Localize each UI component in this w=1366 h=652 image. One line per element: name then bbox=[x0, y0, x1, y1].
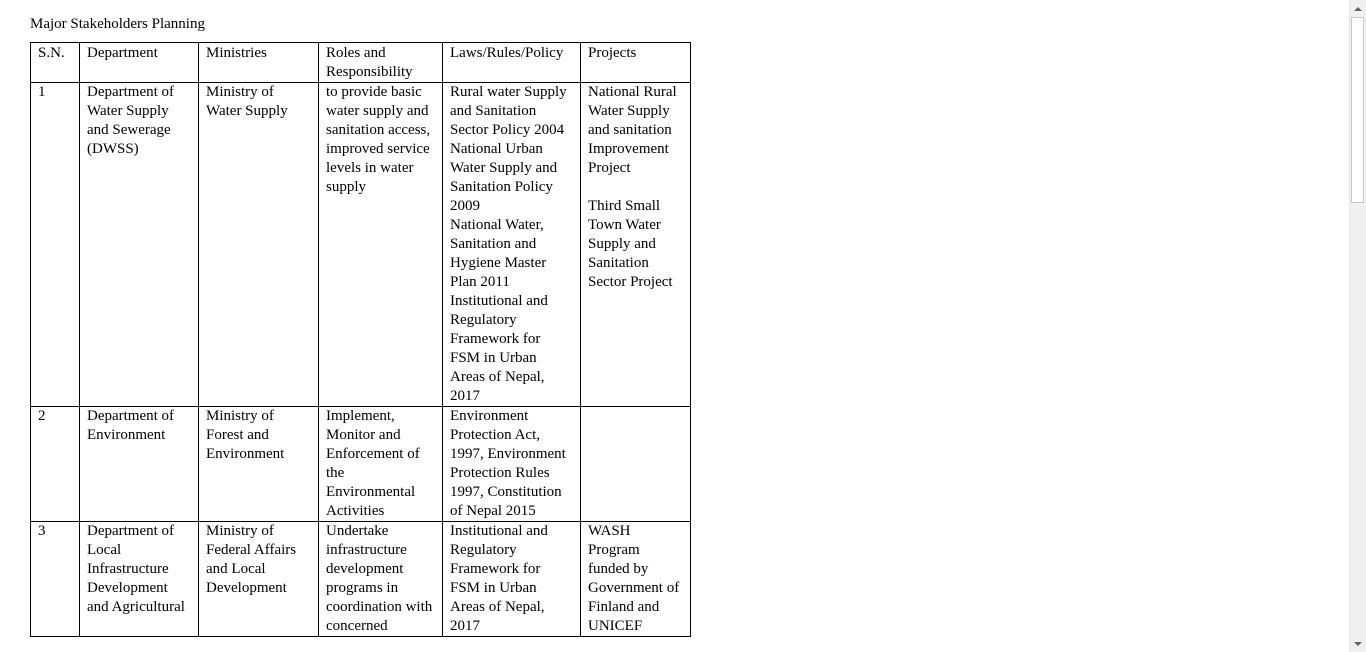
cell-projects: National Rural Water Supply and sanitation Improvement Project Third Small Town Water Supply and Sanitation Sector Project bbox=[581, 83, 691, 407]
cell-ministries: Ministry of Forest and Environment bbox=[199, 407, 319, 522]
cell-projects bbox=[581, 407, 691, 522]
cell-ministries: Ministry of Federal Affairs and Local Development bbox=[199, 522, 319, 637]
chevron-up-icon bbox=[1354, 7, 1362, 11]
header-ministries: Ministries bbox=[199, 43, 319, 83]
cell-department: Department of Local Infrastructure Development and Agricultural bbox=[80, 522, 199, 637]
cell-laws: Rural water Supply and Sanitation Sector Policy 2004 National Urban Water Supply and Sanitation Policy 2009 National Water, Sanitation and Hygiene Master Plan 2011 Institutional and Regulatory Framework for FSM in Urban Areas of Nepal, 2017 bbox=[443, 83, 581, 407]
vertical-scrollbar[interactable] bbox=[1349, 0, 1366, 652]
cell-roles: Implement, Monitor and Enforcement of the Environmental Activities bbox=[319, 407, 443, 522]
header-sn: S.N. bbox=[31, 43, 80, 83]
table-header-row bbox=[31, 43, 691, 83]
document-title: Major Stakeholders Planning bbox=[30, 16, 205, 32]
cell-laws: Institutional and Regulatory Framework for FSM in Urban Areas of Nepal, 2017 bbox=[443, 522, 581, 637]
scroll-down-button[interactable] bbox=[1350, 635, 1366, 652]
cell-sn: 3 bbox=[31, 522, 80, 637]
cell-projects: WASH Program funded by Government of Finland and UNICEF bbox=[581, 522, 691, 637]
chevron-down-icon bbox=[1354, 642, 1362, 646]
cell-department: Department of Water Supply and Sewerage (DWSS) bbox=[80, 83, 199, 407]
table-row bbox=[31, 407, 691, 522]
header-projects: Projects bbox=[581, 43, 691, 83]
header-department: Department bbox=[80, 43, 199, 83]
table-row bbox=[31, 522, 691, 637]
stakeholders-table bbox=[30, 42, 691, 637]
table-row bbox=[31, 83, 691, 407]
cell-sn: 2 bbox=[31, 407, 80, 522]
scroll-up-button[interactable] bbox=[1350, 0, 1366, 17]
cell-roles: Undertake infrastructure development programs in coordination with concerned bbox=[319, 522, 443, 637]
cell-department: Department of Environment bbox=[80, 407, 199, 522]
cell-ministries: Ministry of Water Supply bbox=[199, 83, 319, 407]
header-laws: Laws/Rules/Policy bbox=[443, 43, 581, 83]
document-page bbox=[30, 15, 691, 637]
scrollbar-thumb[interactable] bbox=[1351, 17, 1364, 203]
cell-sn: 1 bbox=[31, 83, 80, 407]
cell-laws: Environment Protection Act, 1997, Environment Protection Rules 1997, Constitution of Nepal 2015 bbox=[443, 407, 581, 522]
cell-roles: to provide basic water supply and sanitation access, improved service levels in water supply bbox=[319, 83, 443, 407]
header-roles: Roles and Responsibility bbox=[319, 43, 443, 83]
